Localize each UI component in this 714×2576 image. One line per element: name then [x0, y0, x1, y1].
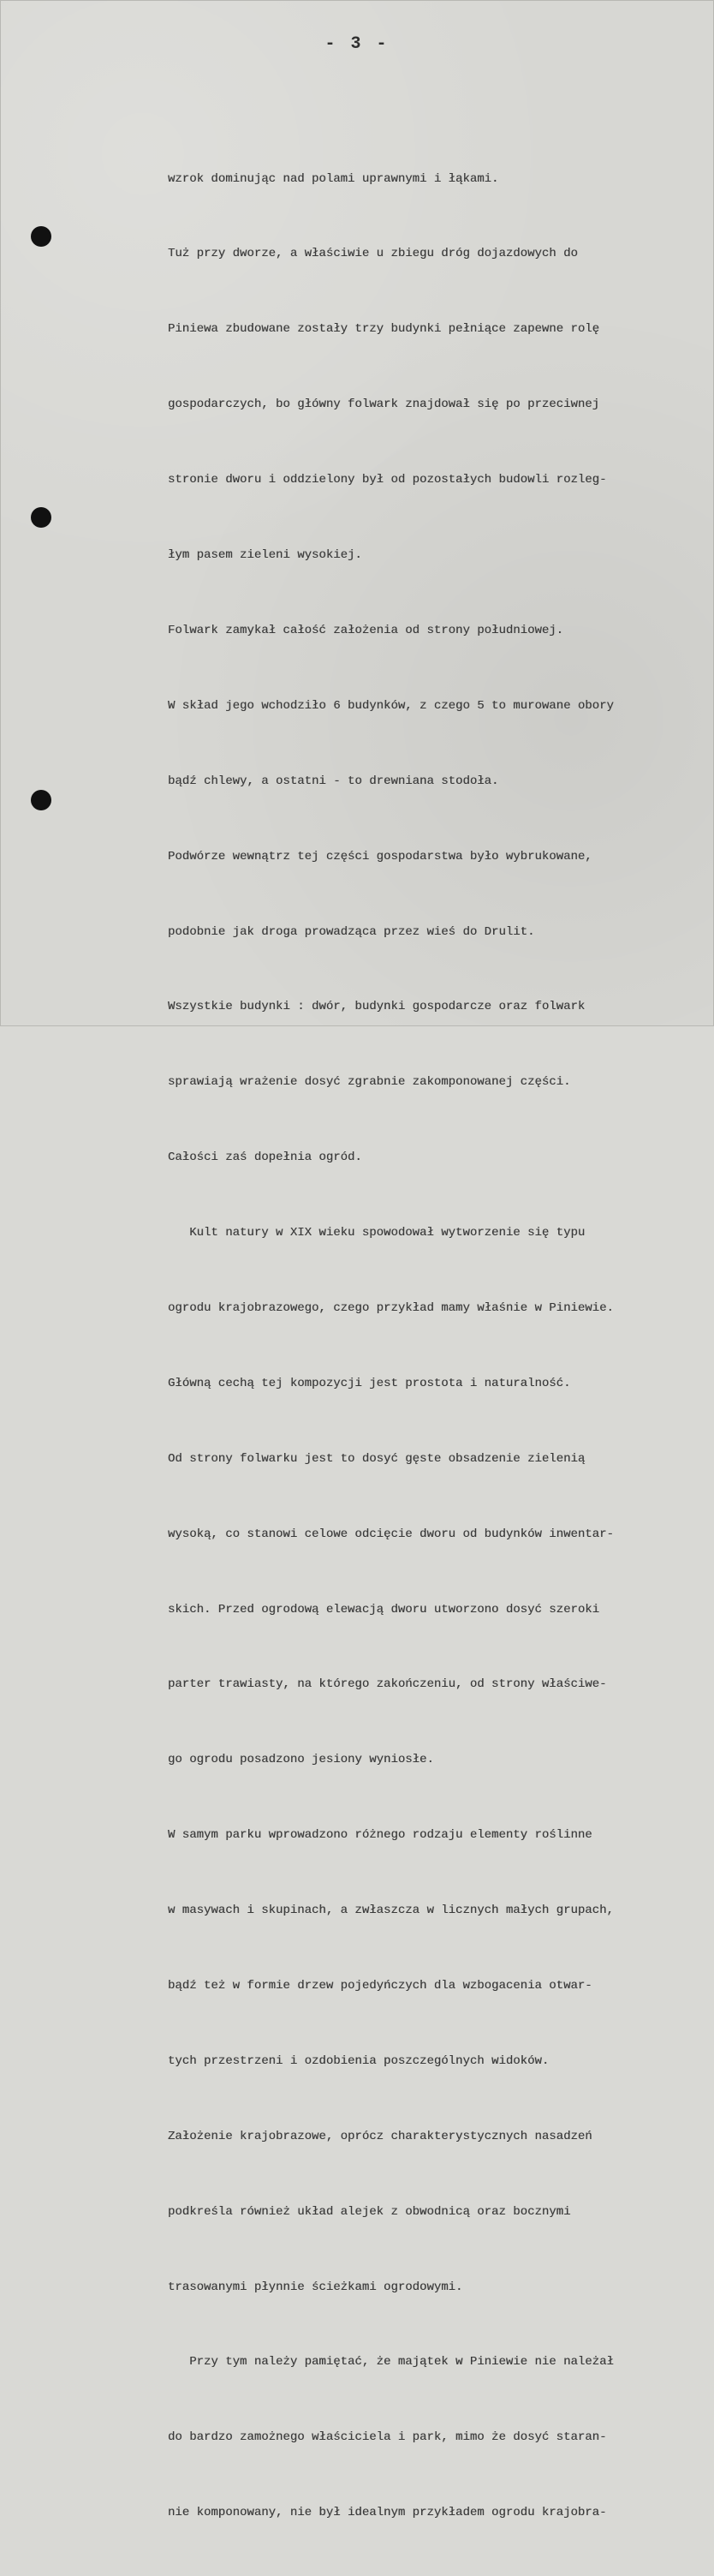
text-line: wysoką, co stanowi celowe odcięcie dworu od budynków inwentar-: [168, 1527, 614, 1541]
text-line: do bardzo zamożnego właściciela i park, mimo że dosyć staran-: [168, 2430, 607, 2445]
text-line: Tuż przy dworze, a właściwie u zbiegu dróg dojazdowych do: [168, 247, 578, 261]
text-line: trasowanymi płynnie ścieżkami ogrodowymi.: [168, 2280, 463, 2294]
text-line: skich. Przed ogrodową elewacją dworu utworzono dosyć szeroki: [168, 1602, 600, 1617]
text-line: W skład jego wchodziło 6 budynków, z czego 5 to murowane obory: [168, 698, 614, 713]
text-line: gospodarczych, bo główny folwark znajdował się po przeciwnej: [168, 397, 600, 412]
text-line: bądź też w formie drzew pojedyńczych dla wzbogacenia otwar-: [168, 1978, 592, 1993]
text-line: parter trawiasty, na którego zakończeniu, od strony właściwe-: [168, 1677, 607, 1692]
text-line: w masywach i skupinach, a zwłaszcza w licznych małych grupach,: [168, 1904, 614, 1918]
text-line: tych przestrzeni i ozdobienia poszczególnych widoków.: [168, 2053, 550, 2068]
text-line: Główną cechą tej kompozycji jest prostota i naturalność.: [168, 1376, 571, 1390]
body-text: [168, 117, 709, 2576]
text-line: bądź chlewy, a ostatni - to drewniana stodoła.: [168, 774, 499, 788]
text-line: wzrok dominując nad polami uprawnymi i łąkami.: [168, 171, 499, 186]
text-line: podkreśla również układ alejek z obwodnicą oraz bocznymi: [168, 2204, 571, 2219]
text-line: Piniewa zbudowane zostały trzy budynki pełniące zapewne rolę: [168, 322, 600, 337]
text-line: Założenie krajobrazowe, oprócz charakterystycznych nasadzeń: [168, 2129, 592, 2143]
text-line: Całości zaś dopełnia ogród.: [168, 1151, 362, 1165]
text-line: Przy tym należy pamiętać, że majątek w Piniewie nie należał: [168, 2355, 614, 2370]
text-line: łym pasem zieleni wysokiej.: [168, 548, 362, 563]
punch-hole: [31, 226, 51, 247]
text-line: Od strony folwarku jest to dosyć gęste obsadzenie zielenią: [168, 1451, 586, 1466]
punch-hole: [31, 507, 51, 528]
text-line: Podwórze wewnątrz tej części gospodarstwa było wybrukowane,: [168, 849, 592, 864]
text-line: sprawiają wrażenie dosyć zgrabnie zakomponowanej części.: [168, 1075, 571, 1090]
text-line: Wszystkie budynki : dwór, budynki gospodarcze oraz folwark: [168, 1000, 586, 1014]
text-line: Folwark zamykał całość założenia od strony południowej.: [168, 623, 564, 637]
text-line: nie komponowany, nie był idealnym przykładem ogrodu krajobra-: [168, 2506, 607, 2520]
text-line: Kult natury w XIX wieku spowodował wytworzenie się typu: [168, 1226, 586, 1240]
text-line: ogrodu krajobrazowego, czego przykład mamy właśnie w Piniewie.: [168, 1300, 614, 1315]
text-line: stronie dworu i oddzielony był od pozostałych budowli rozleg-: [168, 473, 607, 487]
text-line: go ogrodu posadzono jesiony wyniosłe.: [168, 1753, 434, 1767]
page-number: - 3 -: [324, 34, 390, 54]
text-line: podobnie jak droga prowadząca przez wieś do Drulit.: [168, 924, 535, 939]
text-line: W samym parku wprowadzono różnego rodzaju elementy roślinne: [168, 1828, 592, 1843]
punch-hole: [31, 790, 51, 810]
